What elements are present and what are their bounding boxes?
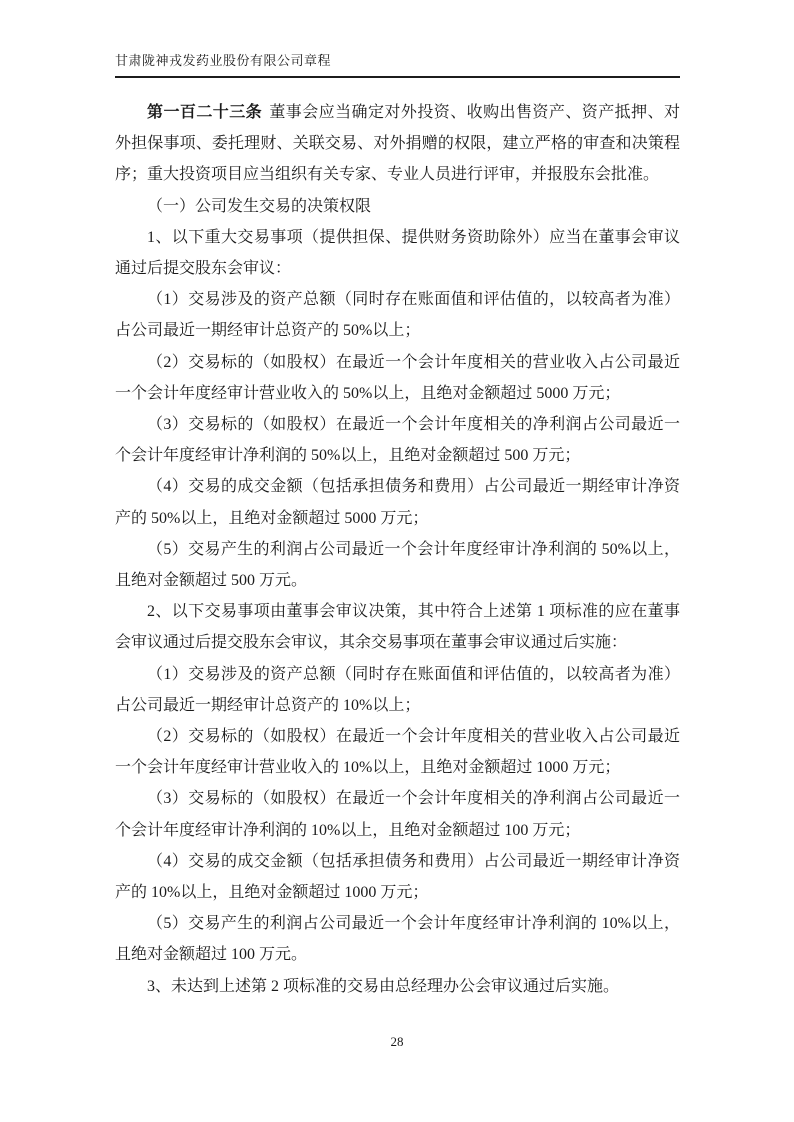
clause-2-item-3: （3）交易标的（如股权）在最近一个会计年度相关的净利润占公司最近一个会计年度经审计净利润的 10%以上，且绝对金额超过 100 万元； xyxy=(115,790,680,839)
clause-3: 3、未达到上述第 2 项标准的交易由总经理办公会审议通过后实施。 xyxy=(147,977,620,995)
clause-1-item-3: （3）交易标的（如股权）在最近一个会计年度相关的净利润占公司最近一个会计年度经审计净利润的 50%以上，且绝对金额超过 500 万元； xyxy=(115,416,680,465)
article-paragraph xyxy=(115,97,680,191)
clause-1: 1、以下重大交易事项（提供担保、提供财务资助除外）应当在董事会审议通过后提交股东会审议： xyxy=(115,228,680,278)
article-number: 第一百二十三条 xyxy=(147,104,263,121)
clause-2-item-5: （5）交易产生的利润占公司最近一个会计年度经审计净利润的 10%以上，且绝对金额超过 100 万元。 xyxy=(115,915,680,964)
clause-2-item-1: （1）交易涉及的资产总额（同时存在账面值和评估值的，以较高者为准）占公司最近一期经审计总资产的 10%以上； xyxy=(115,665,680,714)
clause-2-item-4: （4）交易的成交金额（包括承担债务和费用）占公司最近一期经审计净资产的 10%以上，且绝对金额超过 1000 万元； xyxy=(115,852,680,902)
clause-1-item-4: （4）交易的成交金额（包括承担债务和费用）占公司最近一期经审计净资产的 50%以上，且绝对金额超过 5000 万元； xyxy=(115,478,680,527)
page-number: 28 xyxy=(390,1034,404,1049)
document-body xyxy=(115,97,680,1002)
section-title: （一）公司发生交易的决策权限 xyxy=(147,197,372,215)
clause-2-item-2: （2）交易标的（如股权）在最近一个会计年度相关的营业收入占公司最近一个会计年度经审计营业收入的 10%以上，且绝对金额超过 1000 万元； xyxy=(115,728,680,777)
clause-1-item-1: （1）交易涉及的资产总额（同时存在账面值和评估值的，以较高者为准）占公司最近一期经审计总资产的 50%以上； xyxy=(115,291,680,340)
document-header xyxy=(115,50,680,78)
clause-1-item-5: （5）交易产生的利润占公司最近一个会计年度经审计净利润的 50%以上，且绝对金额超过 500 万元。 xyxy=(115,540,680,590)
article-text: 董事会应当确定对外投资、收购出售资产、资产抵押、对外担保事项、委托理财、关联交易、对外捐赠的权限，建立严格的审查和决策程序；重大投资项目应当组织有关专家、专业人员进行评审，并报股东会批准。 xyxy=(115,104,680,184)
clause-1-item-2: （2）交易标的（如股权）在最近一个会计年度相关的营业收入占公司最近一个会计年度经审计营业收入的 50%以上，且绝对金额超过 5000 万元； xyxy=(115,353,680,402)
clause-2: 2、以下交易事项由董事会审议决策，其中符合上述第 1 项标准的应在董事会审议通过后提交股东会审议，其余交易事项在董事会审议通过后实施： xyxy=(115,603,680,652)
header-title: 甘肃陇神戎发药业股份有限公司章程 xyxy=(115,53,332,68)
